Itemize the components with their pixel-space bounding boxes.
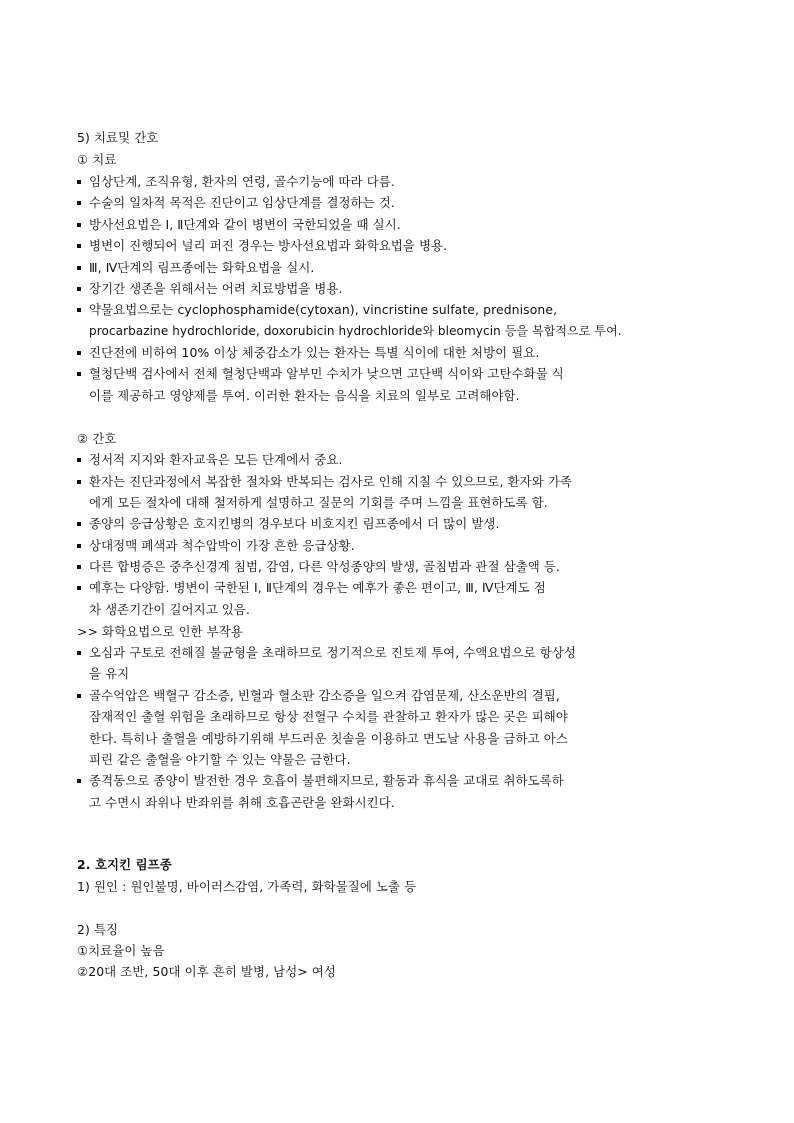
features-heading: 2) 특징 — [77, 922, 119, 937]
bullet-icon — [77, 223, 81, 227]
list-item-continuation: 한다. 특히나 출혈을 예방하기위해 부드러운 칫솔을 이용하고 면도날 사용을 금하고 아스 — [89, 731, 568, 746]
list-item: 종양의 응급상황은 호지킨병의 경우보다 비호지킨 림프종에서 더 많이 발생. — [77, 516, 500, 532]
bullet-icon — [77, 180, 81, 184]
subsection-treatment-heading: ① 치료 — [77, 152, 117, 167]
bullet-icon — [77, 244, 81, 248]
bullet-icon — [77, 201, 81, 205]
list-item-continuation: 고 수면시 좌위나 반좌위를 취해 호흡곤란을 완화시킨다. — [89, 795, 395, 810]
list-item: 오심과 구토로 전해질 불균형을 초래하므로 정기적으로 진토제 투여, 수액요법으로 항상성 — [77, 645, 576, 661]
list-item: 예후는 다양함. 병변이 국한된 Ⅰ, Ⅱ단계의 경우는 예후가 좋은 편이고, Ⅲ, Ⅳ단계도 점 — [77, 580, 546, 596]
bullet-icon — [77, 779, 81, 783]
list-item-continuation: 피린 같은 출혈을 야기할 수 있는 약물은 금한다. — [89, 752, 351, 767]
bullet-icon — [77, 694, 81, 698]
subsection-nursing-heading: ② 간호 — [77, 431, 117, 446]
list-item: 혈청단백 검사에서 전체 혈청단백과 알부민 수치가 낮으면 고단백 식이와 고탄수화물 식 — [77, 366, 564, 382]
section-heading: 5) 치료및 간호 — [77, 130, 159, 145]
bullet-icon — [77, 266, 81, 270]
list-item: 약물요법으로는 cyclophosphamide(cytoxan), vincristine sulfate, prednisone, — [77, 302, 557, 318]
bullet-icon — [77, 586, 81, 590]
bullet-icon — [77, 308, 81, 312]
bullet-icon — [77, 522, 81, 526]
bullet-icon — [77, 287, 81, 291]
bullet-icon — [77, 458, 81, 462]
list-item: 병변이 진행되어 널리 퍼진 경우는 방사선요법과 화학요법을 병용. — [77, 238, 447, 254]
list-item: 상대정맥 폐색과 척수압박이 가장 흔한 응급상황. — [77, 538, 355, 554]
list-item: 진단전에 비하여 10% 이상 체중감소가 있는 환자는 특별 식이에 대한 처방이 필요. — [77, 345, 539, 361]
list-item: Ⅲ, Ⅳ단계의 림프종에는 화학요법을 실시. — [77, 260, 314, 276]
section-heading: 2. 호지킨 림프종 — [77, 857, 172, 872]
list-item: 환자는 진단과정에서 복잡한 절차와 반복되는 검사로 인해 지칠 수 있으므로, 환자와 가족 — [77, 474, 572, 490]
list-item: 장기간 생존을 위해서는 어려 치료방법을 병용. — [77, 281, 343, 297]
list-item-continuation: procarbazine hydrochloride, doxorubicin hydrochloride와 bleomycin 등을 복합적으로 투여. — [89, 324, 622, 338]
feature-item: ②20대 조반, 50대 이후 흔히 발병, 남성> 여성 — [77, 964, 336, 979]
side-effects-heading: >> 화학요법으로 인한 부작용 — [77, 624, 243, 639]
bullet-icon — [77, 351, 81, 355]
list-item: 수술의 일차적 목적은 진단이고 임상단계를 결정하는 것. — [77, 195, 395, 211]
bullet-icon — [77, 480, 81, 484]
list-item: 임상단계, 조직유형, 환자의 연령, 골수기능에 따라 다름. — [77, 174, 395, 190]
bullet-icon — [77, 372, 81, 376]
bullet-icon — [77, 651, 81, 655]
list-item: 골수억압은 백혈구 감소증, 빈혈과 혈소판 감소증을 일으켜 감염문제, 산소운반의 결핍, — [77, 688, 560, 704]
list-item: 다른 합병증은 중추신경계 침범, 감염, 다른 악성종양의 발생, 골침범과 관절 삼출액 등. — [77, 559, 560, 575]
list-item: 정서적 지지와 환자교육은 모든 단계에서 중요. — [77, 452, 343, 468]
list-item-continuation: 차 생존기간이 길어지고 있음. — [89, 602, 250, 617]
bullet-icon — [77, 544, 81, 548]
bullet-icon — [77, 565, 81, 569]
list-item-continuation: 이를 제공하고 영양제를 투여. 이러한 환자는 음식을 치료의 일부로 고려해야함. — [89, 388, 520, 403]
list-item-continuation: 에게 모든 절차에 대해 철저하게 설명하고 질문의 기회를 주며 느낌을 표현하도록 함. — [89, 495, 548, 510]
list-item: 종격동으로 종양이 발전한 경우 호흡이 불편해지므로, 활동과 휴식을 교대로 취하도록하 — [77, 773, 564, 789]
feature-item: ①치료율이 높음 — [77, 943, 165, 958]
list-item-continuation: 잠재적인 출혈 위험을 초래하므로 항상 전혈구 수치를 관찰하고 환자가 많은 곳은 피해야 — [89, 709, 568, 724]
list-item: 방사선요법은 Ⅰ, Ⅱ단계와 같이 병변이 국한되었을 때 실시. — [77, 217, 401, 233]
cause-line: 1) 원인 : 원인불명, 바이러스감염, 가족력, 화학물질에 노출 등 — [77, 879, 417, 894]
list-item-continuation: 을 유지 — [89, 666, 130, 681]
